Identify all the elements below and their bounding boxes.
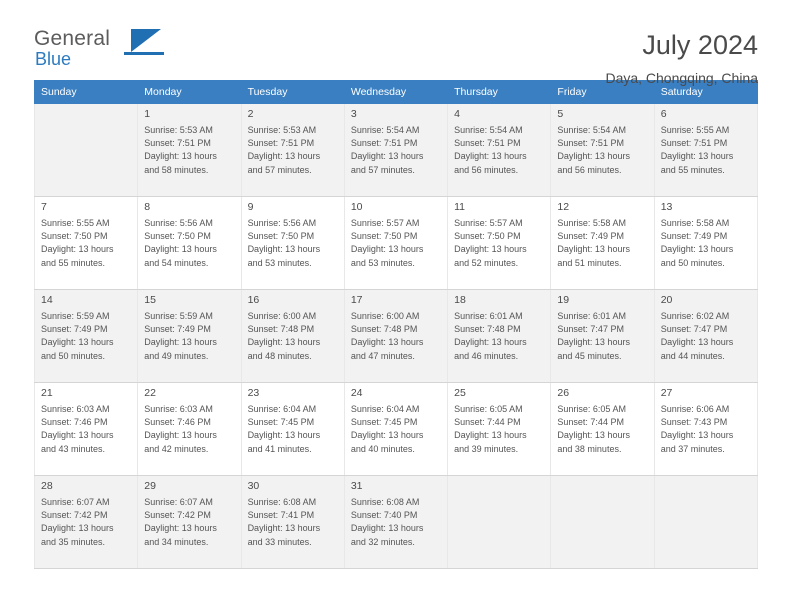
day-info-line: Sunset: 7:50 PM [144, 231, 211, 242]
page-subtitle-location: Daya, Chongqing, China [605, 70, 758, 86]
day-info-line: and 57 minutes. [350, 164, 415, 175]
day-info-line: and 37 minutes. [660, 443, 725, 454]
day-info-line: and 51 minutes. [557, 257, 622, 268]
day-info-line: Sunrise: 5:58 AM [660, 218, 730, 228]
day-number: 11 [454, 201, 466, 213]
calendar-day-cell[interactable] [241, 383, 344, 476]
day-info-line: and 54 minutes. [144, 257, 209, 268]
day-sun-info [144, 403, 235, 456]
day-info-line: and 39 minutes. [454, 443, 519, 454]
day-number: 28 [41, 480, 53, 492]
day-info-line: and 46 minutes. [454, 350, 519, 361]
calendar-day-cell[interactable] [35, 197, 138, 290]
brand-name-top: General [34, 27, 111, 50]
day-info-line: Daylight: 13 hours [144, 244, 217, 255]
calendar-week-row [35, 476, 758, 569]
day-info-line: Daylight: 13 hours [660, 430, 734, 441]
calendar-day-cell[interactable] [344, 104, 447, 197]
calendar-day-cell[interactable] [138, 104, 241, 197]
day-number: 23 [247, 387, 260, 399]
day-info-line: and 52 minutes. [454, 257, 519, 268]
calendar-day-cell[interactable] [344, 476, 447, 569]
day-info-line: Daylight: 13 hours [41, 244, 114, 255]
triangle-flag-icon [131, 29, 161, 52]
day-info-line: Daylight: 13 hours [454, 337, 527, 348]
day-info-line: Sunrise: 5:56 AM [144, 218, 213, 228]
day-sun-info [144, 124, 235, 177]
day-sun-info [41, 403, 132, 456]
day-info-line: and 40 minutes. [350, 443, 415, 454]
day-info-line: Sunrise: 6:05 AM [454, 404, 523, 414]
day-sun-info [351, 217, 442, 270]
day-info-line: Daylight: 13 hours [557, 244, 630, 255]
calendar-day-cell[interactable] [241, 197, 344, 290]
day-sun-info [41, 217, 132, 270]
day-sun-info [454, 217, 545, 270]
day-info-line: Daylight: 13 hours [350, 151, 424, 162]
day-sun-info [41, 310, 132, 363]
day-info-line: Sunset: 7:51 PM [454, 138, 521, 149]
day-number: 16 [247, 294, 260, 306]
calendar-body [35, 104, 758, 569]
day-info-line: Sunrise: 6:00 AM [247, 311, 317, 321]
day-number: 18 [454, 294, 466, 306]
calendar-empty-cell [448, 476, 551, 569]
calendar-day-cell[interactable] [344, 383, 447, 476]
day-sun-info [248, 310, 339, 363]
day-info-line: Daylight: 13 hours [350, 337, 424, 348]
calendar-day-cell[interactable] [654, 197, 757, 290]
day-sun-info [248, 403, 339, 456]
calendar-day-cell[interactable] [654, 290, 757, 383]
calendar-day-cell[interactable] [138, 476, 241, 569]
day-info-line: Daylight: 13 hours [454, 244, 527, 255]
day-info-line: Daylight: 13 hours [660, 151, 734, 162]
day-sun-info [557, 124, 648, 177]
day-info-line: Sunset: 7:51 PM [247, 138, 315, 149]
day-number: 25 [454, 387, 466, 399]
day-sun-info [661, 403, 752, 456]
day-info-line: and 43 minutes. [41, 443, 106, 454]
day-info-line: Sunset: 7:44 PM [454, 417, 521, 428]
day-info-line: and 49 minutes. [144, 350, 209, 361]
day-info-line: Sunset: 7:40 PM [350, 510, 418, 521]
day-info-line: Sunrise: 6:06 AM [660, 404, 730, 414]
day-info-line: Sunrise: 6:08 AM [350, 497, 420, 507]
page-title: July 2024 [642, 30, 758, 60]
day-info-line: Sunset: 7:47 PM [557, 324, 624, 335]
calendar-day-cell[interactable] [138, 197, 241, 290]
calendar-day-cell[interactable] [138, 290, 241, 383]
calendar-day-cell[interactable] [448, 104, 551, 197]
day-info-line: and 56 minutes. [454, 164, 519, 175]
day-info-line: Sunrise: 5:55 AM [41, 218, 110, 228]
day-number: 3 [350, 108, 357, 120]
calendar-day-cell[interactable] [551, 383, 654, 476]
calendar-day-cell[interactable] [448, 383, 551, 476]
weekday-header-friday: Friday [551, 81, 654, 104]
day-sun-info [351, 403, 442, 456]
day-info-line: Sunrise: 6:05 AM [557, 404, 626, 414]
brand-logo[interactable] [34, 28, 234, 80]
day-number: 2 [247, 108, 254, 120]
day-info-line: Sunrise: 5:53 AM [144, 125, 213, 135]
day-info-line: and 38 minutes. [557, 443, 622, 454]
day-info-line: and 58 minutes. [144, 164, 209, 175]
day-sun-info [351, 310, 442, 363]
day-info-line: Sunset: 7:41 PM [247, 510, 315, 521]
day-info-line: Sunrise: 6:04 AM [247, 404, 317, 414]
day-number: 10 [350, 201, 363, 213]
day-number: 14 [41, 294, 53, 306]
day-number: 5 [557, 108, 564, 120]
day-info-line: Sunset: 7:48 PM [454, 324, 521, 335]
day-info-line: Sunset: 7:42 PM [144, 510, 211, 521]
day-info-line: Daylight: 13 hours [350, 430, 424, 441]
calendar-day-cell[interactable] [241, 104, 344, 197]
day-number: 15 [144, 294, 156, 306]
calendar-day-cell[interactable] [448, 290, 551, 383]
day-number: 31 [350, 480, 363, 492]
day-number: 19 [557, 294, 570, 306]
day-number: 4 [454, 108, 460, 120]
calendar-day-cell[interactable] [35, 383, 138, 476]
day-number: 20 [660, 294, 673, 306]
day-info-line: Sunrise: 5:58 AM [557, 218, 626, 228]
day-info-line: Daylight: 13 hours [557, 430, 630, 441]
day-info-line: and 45 minutes. [557, 350, 622, 361]
calendar-day-cell[interactable] [344, 197, 447, 290]
day-info-line: Daylight: 13 hours [557, 337, 630, 348]
day-info-line: Daylight: 13 hours [660, 244, 734, 255]
calendar-week-row [35, 104, 758, 197]
day-info-line: Sunrise: 5:57 AM [454, 218, 523, 228]
day-sun-info [557, 217, 648, 270]
day-number: 12 [557, 201, 570, 213]
day-info-line: and 56 minutes. [557, 164, 622, 175]
day-info-line: and 33 minutes. [247, 536, 312, 547]
day-info-line: Sunrise: 6:01 AM [454, 311, 523, 321]
calendar-week-row [35, 383, 758, 476]
day-info-line: Daylight: 13 hours [350, 244, 424, 255]
calendar-day-cell[interactable] [344, 290, 447, 383]
day-number: 6 [660, 108, 667, 120]
day-number: 27 [660, 387, 673, 399]
weekday-header-sunday: Sunday [35, 81, 138, 104]
day-number: 17 [350, 294, 363, 306]
calendar-empty-cell [654, 476, 757, 569]
day-info-line: Daylight: 13 hours [557, 151, 630, 162]
day-info-line: and 47 minutes. [350, 350, 415, 361]
day-info-line: Daylight: 13 hours [247, 244, 321, 255]
day-info-line: Sunset: 7:42 PM [41, 510, 108, 521]
day-info-line: Daylight: 13 hours [247, 337, 321, 348]
day-info-line: Sunset: 7:43 PM [660, 417, 728, 428]
day-info-line: Sunset: 7:49 PM [144, 324, 211, 335]
day-info-line: and 55 minutes. [660, 164, 725, 175]
calendar-day-cell[interactable] [241, 290, 344, 383]
day-info-line: Sunset: 7:45 PM [350, 417, 418, 428]
day-info-line: Sunset: 7:50 PM [247, 231, 315, 242]
day-info-line: Sunrise: 6:00 AM [350, 311, 420, 321]
day-sun-info [557, 310, 648, 363]
day-info-line: Sunset: 7:46 PM [144, 417, 211, 428]
day-info-line: and 35 minutes. [41, 536, 106, 547]
day-info-line: Sunrise: 6:04 AM [350, 404, 420, 414]
day-info-line: Sunrise: 6:03 AM [41, 404, 110, 414]
day-sun-info [248, 124, 339, 177]
day-info-line: and 44 minutes. [660, 350, 725, 361]
day-info-line: Daylight: 13 hours [247, 430, 321, 441]
day-info-line: Sunset: 7:48 PM [247, 324, 315, 335]
day-sun-info [144, 310, 235, 363]
day-number: 26 [557, 387, 570, 399]
day-sun-info [661, 310, 752, 363]
day-info-line: Sunrise: 6:08 AM [247, 497, 317, 507]
day-info-line: Sunrise: 6:07 AM [144, 497, 213, 507]
day-info-line: Sunset: 7:47 PM [660, 324, 728, 335]
day-info-line: Sunset: 7:50 PM [350, 231, 418, 242]
day-info-line: Sunrise: 5:59 AM [41, 311, 110, 321]
calendar-empty-cell [551, 476, 654, 569]
day-number: 1 [144, 108, 151, 120]
day-info-line: Sunrise: 6:03 AM [144, 404, 213, 414]
day-sun-info [248, 496, 339, 549]
day-info-line: Sunrise: 5:57 AM [350, 218, 420, 228]
day-info-line: Sunrise: 5:55 AM [660, 125, 730, 135]
weekday-header-saturday: Saturday [654, 81, 757, 104]
calendar-day-cell[interactable] [448, 197, 551, 290]
calendar-day-cell[interactable] [35, 476, 138, 569]
day-info-line: and 53 minutes. [350, 257, 415, 268]
day-number: 22 [144, 387, 156, 399]
day-sun-info [661, 217, 752, 270]
brand-name-bottom: Blue [35, 49, 72, 69]
calendar-empty-cell [35, 104, 138, 197]
day-number: 21 [41, 387, 53, 399]
calendar-day-cell[interactable] [551, 290, 654, 383]
day-info-line: and 50 minutes. [41, 350, 106, 361]
day-info-line: Sunset: 7:45 PM [247, 417, 315, 428]
day-info-line: Sunset: 7:46 PM [41, 417, 108, 428]
day-info-line: Sunrise: 5:53 AM [247, 125, 317, 135]
day-info-line: Daylight: 13 hours [247, 151, 321, 162]
day-info-line: Daylight: 13 hours [144, 523, 217, 534]
day-sun-info [351, 124, 442, 177]
day-info-line: Daylight: 13 hours [247, 523, 321, 534]
day-number: 7 [41, 201, 47, 213]
day-number: 24 [350, 387, 363, 399]
day-info-line: Sunset: 7:51 PM [557, 138, 624, 149]
day-info-line: and 50 minutes. [660, 257, 725, 268]
day-info-line: Sunset: 7:51 PM [660, 138, 728, 149]
day-info-line: Daylight: 13 hours [660, 337, 734, 348]
day-info-line: Sunrise: 6:01 AM [557, 311, 626, 321]
day-sun-info [454, 124, 545, 177]
day-number: 13 [660, 201, 673, 213]
day-info-line: and 42 minutes. [144, 443, 209, 454]
day-info-line: and 53 minutes. [247, 257, 312, 268]
calendar-day-cell[interactable] [138, 383, 241, 476]
day-number: 29 [144, 480, 156, 492]
day-sun-info [248, 217, 339, 270]
calendar-week-row [35, 197, 758, 290]
day-info-line: Sunrise: 6:02 AM [660, 311, 730, 321]
day-sun-info [454, 310, 545, 363]
calendar-day-cell[interactable] [241, 476, 344, 569]
weekday-header-monday: Monday [138, 81, 241, 104]
calendar-day-cell[interactable] [35, 290, 138, 383]
day-info-line: Daylight: 13 hours [454, 430, 527, 441]
day-info-line: Sunrise: 5:54 AM [454, 125, 523, 135]
day-info-line: Sunrise: 5:59 AM [144, 311, 213, 321]
day-info-line: Daylight: 13 hours [350, 523, 424, 534]
day-info-line: Daylight: 13 hours [41, 523, 114, 534]
calendar-week-row [35, 290, 758, 383]
page-header [34, 0, 758, 86]
day-info-line: Sunrise: 5:54 AM [350, 125, 420, 135]
day-info-line: Sunset: 7:50 PM [41, 231, 108, 242]
day-info-line: Daylight: 13 hours [144, 337, 217, 348]
day-sun-info [41, 496, 132, 549]
day-info-line: and 55 minutes. [41, 257, 106, 268]
weekday-header-wednesday: Wednesday [344, 81, 447, 104]
day-sun-info [557, 403, 648, 456]
day-info-line: and 41 minutes. [247, 443, 312, 454]
day-info-line: Sunset: 7:51 PM [144, 138, 211, 149]
day-number: 30 [247, 480, 260, 492]
day-info-line: Daylight: 13 hours [41, 337, 114, 348]
day-info-line: Sunset: 7:49 PM [557, 231, 624, 242]
day-info-line: Daylight: 13 hours [454, 151, 527, 162]
day-number: 9 [247, 201, 254, 213]
day-info-line: and 32 minutes. [350, 536, 415, 547]
day-info-line: and 48 minutes. [247, 350, 312, 361]
weekday-header-thursday: Thursday [448, 81, 551, 104]
calendar-day-cell[interactable] [551, 104, 654, 197]
day-info-line: Sunset: 7:51 PM [350, 138, 418, 149]
day-info-line: Sunrise: 6:07 AM [41, 497, 110, 507]
day-info-line: Sunset: 7:48 PM [350, 324, 418, 335]
day-sun-info [351, 496, 442, 549]
weekday-header-tuesday: Tuesday [241, 81, 344, 104]
day-info-line: Sunset: 7:49 PM [660, 231, 728, 242]
day-info-line: Daylight: 13 hours [144, 151, 217, 162]
day-sun-info [661, 124, 752, 177]
day-info-line: Sunset: 7:44 PM [557, 417, 624, 428]
day-number: 8 [144, 201, 151, 213]
day-info-line: and 34 minutes. [144, 536, 209, 547]
calendar-table [34, 80, 758, 569]
calendar-day-cell[interactable] [654, 383, 757, 476]
day-info-line: Sunrise: 5:56 AM [247, 218, 317, 228]
calendar-day-cell[interactable] [654, 104, 757, 197]
day-info-line: Sunset: 7:49 PM [41, 324, 108, 335]
day-info-line: Sunrise: 5:54 AM [557, 125, 626, 135]
calendar-day-cell[interactable] [551, 197, 654, 290]
title-block [605, 28, 758, 86]
day-info-line: Sunset: 7:50 PM [454, 231, 521, 242]
day-info-line: Daylight: 13 hours [41, 430, 114, 441]
day-info-line: Daylight: 13 hours [144, 430, 217, 441]
day-sun-info [144, 217, 235, 270]
day-sun-info [144, 496, 235, 549]
day-sun-info [454, 403, 545, 456]
logo-underline [124, 52, 164, 55]
day-info-line: and 57 minutes. [247, 164, 312, 175]
